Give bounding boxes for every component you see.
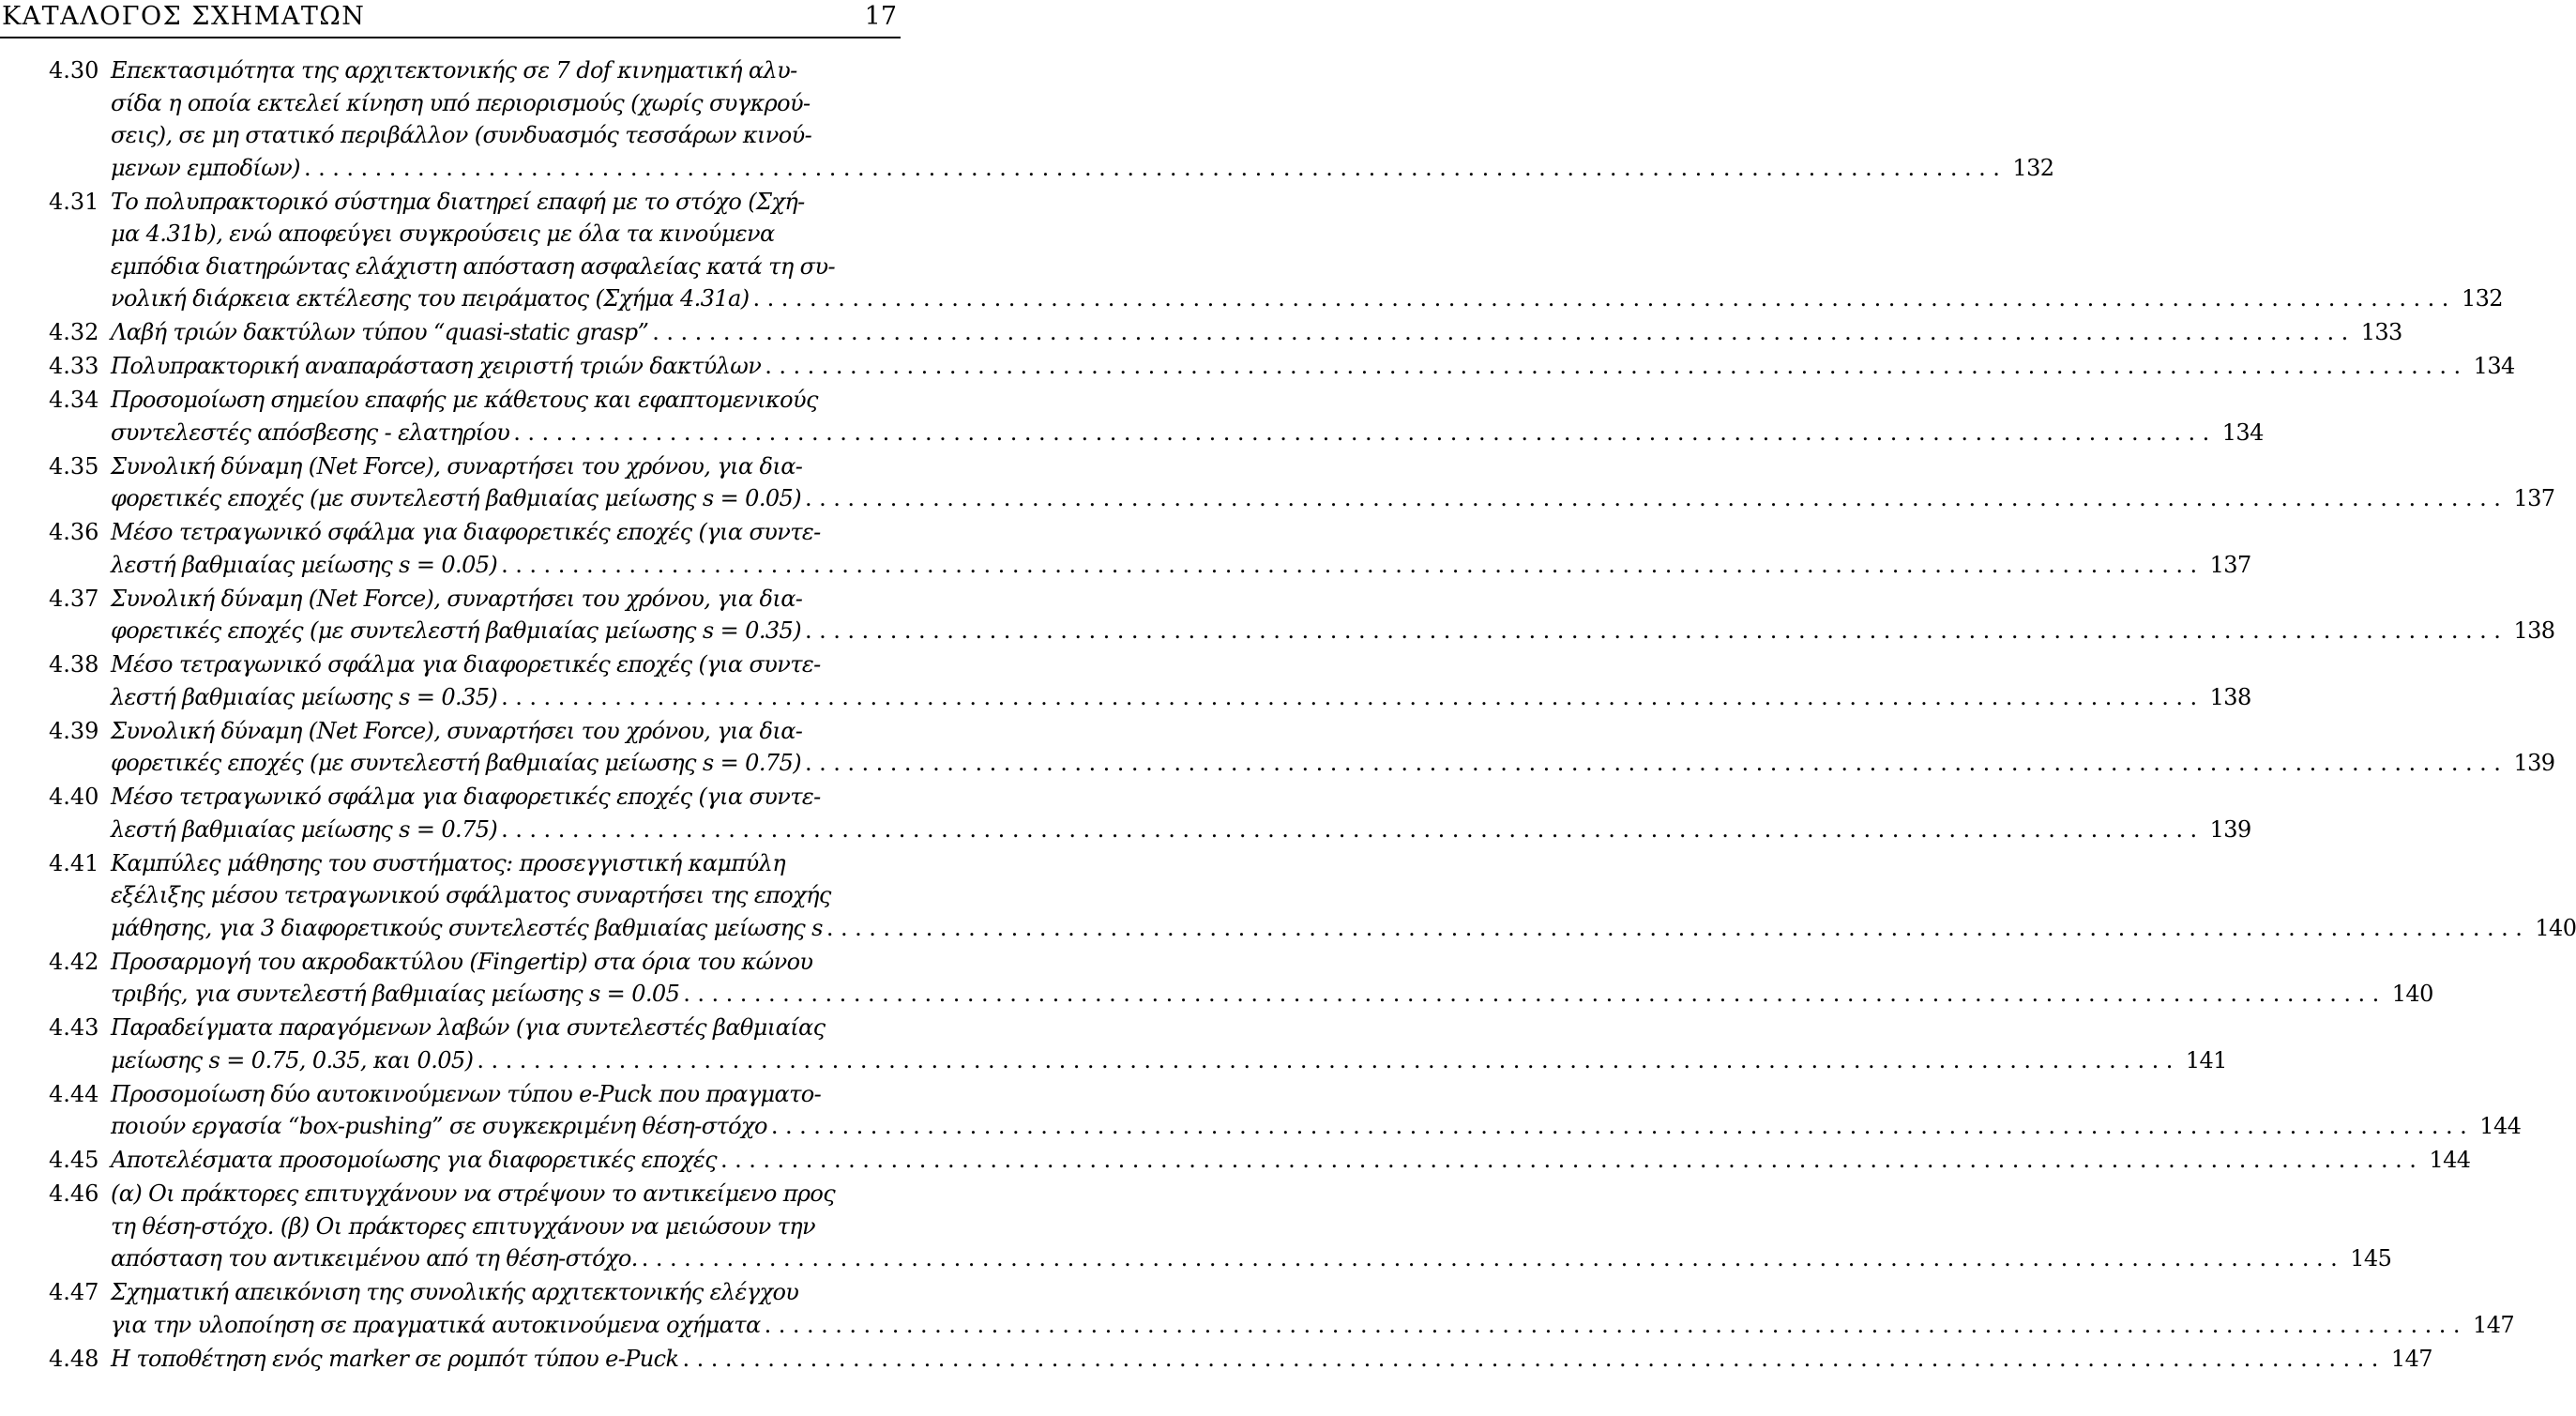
figure-entry[interactable] [0, 516, 2251, 581]
figure-caption [111, 350, 2515, 383]
page-number: 17 [864, 2, 897, 31]
dot-leader: ........................................................................................................................ [501, 815, 2205, 843]
dot-leader: ........................................................................................................................ [303, 154, 2008, 181]
caption-text: φορετικές εποχές (με συντελεστή βαθμιαίας μείωσης s = 0.05) [111, 485, 801, 511]
entry-page-number[interactable]: 147 [2390, 1345, 2432, 1372]
figure-number: 4.41 [49, 849, 99, 876]
caption-line [111, 152, 2054, 185]
caption-text: Πολυπρακτορική αναπαράσταση χειριστή τριών δακτύλων [111, 353, 762, 379]
dot-leader: ........................................................................................................................ [513, 419, 2217, 446]
figure-caption [111, 450, 2555, 515]
figure-caption [111, 648, 2251, 713]
section-title: ΚΑΤΑΛΟΓΟΣ ΣΧΗΜΑΤΩΝ [2, 2, 366, 31]
caption-line: Μέσο τετραγωνικό σφάλμα για διαφορετικές εποχές (για συντε- [111, 784, 821, 810]
figure-number: 4.44 [49, 1080, 99, 1107]
figure-caption [111, 1343, 2432, 1376]
caption-line [111, 350, 2515, 383]
figure-caption [111, 54, 2054, 184]
caption-line [111, 417, 2264, 449]
dot-leader: ........................................................................................................................ [501, 551, 2205, 578]
figure-caption [111, 715, 2555, 780]
figure-number: 4.36 [49, 519, 99, 545]
dot-leader: ........................................................................................................................ [804, 750, 2508, 776]
caption-line: Συνολική δύναμη (Net Force), συναρτήσει του χρόνου, για δια- [111, 585, 803, 612]
caption-line: εξέλιξης μέσου τετραγωνικού σφάλματος συναρτήσει της εποχής [111, 882, 831, 908]
caption-text: νολική διάρκεια εκτέλεσης του πειράματος (Σχήμα 4.31a) [111, 285, 750, 312]
figure-number: 4.48 [49, 1345, 99, 1372]
dot-leader: ........................................................................................................................ [770, 1113, 2475, 1139]
caption-text: φορετικές εποχές (με συντελεστή βαθμιαίας μείωσης s = 0.35) [111, 617, 801, 644]
dot-leader: ........................................................................................................................ [682, 1345, 2386, 1372]
figure-entry[interactable] [0, 350, 2515, 383]
figure-number: 4.37 [49, 585, 99, 612]
figure-caption [111, 946, 2433, 1011]
entry-page-number[interactable]: 138 [2209, 683, 2251, 710]
caption-text: ποιούν εργασία “box-pushing” σε συγκεκριμένη θέση-στόχο [111, 1113, 767, 1139]
caption-line: μα 4.31b), ενώ αποφεύγει συγκρούσεις με όλα τα κινούμενα [111, 221, 775, 247]
figure-caption [111, 384, 2264, 449]
figure-entry[interactable] [0, 1144, 2471, 1177]
caption-line: Προσομοίωση δύο αυτοκινούμενων τύπου e-Puck που πραγματο- [111, 1080, 822, 1107]
figure-entry[interactable] [0, 648, 2251, 713]
figure-number: 4.45 [49, 1147, 99, 1173]
caption-line: Επεκτασιμότητα της αρχιτεκτονικής σε 7 dof κινηματική αλυ- [111, 57, 797, 84]
figure-number: 4.47 [49, 1279, 99, 1305]
caption-text: φορετικές εποχές (με συντελεστή βαθμιαίας μείωσης s = 0.75) [111, 750, 801, 776]
entry-page-number[interactable]: 134 [2221, 419, 2264, 446]
caption-line [111, 316, 2402, 349]
figure-caption [111, 847, 2576, 945]
figure-number: 4.35 [49, 452, 99, 480]
entry-page-number[interactable]: 139 [2209, 815, 2251, 843]
figure-number: 4.42 [49, 948, 99, 975]
caption-line: (α) Οι πράκτορες επιτυγχάνουν να στρέψουν το αντικείμενο προς [111, 1180, 836, 1207]
caption-text: τριβής, για συντελεστή βαθμιαίας μείωσης s = 0.05 [111, 981, 680, 1007]
dot-leader: ........................................................................................................................ [752, 285, 2456, 312]
figure-entry[interactable] [0, 1343, 2432, 1376]
entry-page-number[interactable]: 145 [2350, 1245, 2392, 1271]
caption-line: σίδα η οποία εκτελεί κίνηση υπό περιορισμούς (χωρίς συγκρού- [111, 89, 811, 116]
figure-entry[interactable] [0, 186, 2503, 315]
caption-line [111, 1110, 2522, 1143]
figure-entry[interactable] [0, 54, 2054, 184]
figure-caption [111, 1078, 2522, 1143]
caption-line [111, 747, 2555, 780]
entry-page-number[interactable]: 138 [2513, 617, 2555, 644]
entry-page-number[interactable]: 144 [2479, 1113, 2522, 1139]
entry-page-number[interactable]: 141 [2185, 1046, 2227, 1073]
figure-entry[interactable] [0, 1276, 2515, 1341]
entry-page-number[interactable]: 139 [2513, 750, 2555, 776]
caption-text: λεστή βαθμιαίας μείωσης s = 0.35) [111, 683, 498, 710]
caption-line: Καμπύλες μάθησης του συστήματος: προσεγγιστική καμπύλη [111, 849, 785, 876]
figure-number: 4.31 [49, 188, 99, 215]
caption-text: μάθησης, για 3 διαφορετικούς συντελεστές βαθμιαίας μείωσης s [111, 914, 823, 941]
figure-entry[interactable] [0, 1012, 2227, 1076]
caption-text: Αποτελέσματα προσομοίωσης για διαφορετικές εποχές [111, 1147, 717, 1173]
figure-caption [111, 1144, 2471, 1177]
caption-line: εμπόδια διατηρώντας ελάχιστη απόσταση ασφαλείας κατά τη συ- [111, 252, 835, 280]
dot-leader: ........................................................................................................................ [477, 1046, 2180, 1073]
dot-leader: ........................................................................................................................ [683, 981, 2387, 1007]
caption-line [111, 1343, 2432, 1376]
figure-entry[interactable] [0, 847, 2576, 945]
figure-entry[interactable] [0, 1178, 2392, 1275]
caption-line: Το πολυπρακτορικό σύστημα διατηρεί επαφή με το στόχο (Σχή- [111, 188, 805, 215]
figure-caption [111, 583, 2555, 647]
dot-leader: ........................................................................................................................ [804, 617, 2508, 644]
caption-line: Συνολική δύναμη (Net Force), συναρτήσει του χρόνου, για δια- [111, 717, 803, 744]
figure-caption [111, 316, 2402, 349]
figure-number: 4.34 [49, 387, 99, 413]
caption-text: μείωσης s = 0.75, 0.35, και 0.05) [111, 1046, 474, 1073]
caption-line [111, 549, 2251, 582]
figure-entry[interactable] [0, 715, 2555, 780]
figure-caption [111, 186, 2503, 315]
caption-line [111, 1309, 2515, 1342]
caption-line: Μέσο τετραγωνικό σφάλμα για διαφορετικές εποχές (για συντε- [111, 651, 821, 678]
caption-line: Προσομοίωση σημείου επαφής με κάθετους και εφαπτομενικούς [111, 387, 818, 413]
caption-line: Σχηματική απεικόνιση της συνολικής αρχιτεκτονικής ελέγχου [111, 1279, 799, 1305]
entry-page-number[interactable]: 137 [2209, 551, 2251, 578]
figure-number: 4.46 [49, 1180, 99, 1207]
caption-text: λεστή βαθμιαίας μείωσης s = 0.75) [111, 815, 498, 843]
dot-leader: ........................................................................................................................ [641, 1245, 2345, 1271]
entry-page-number[interactable]: 147 [2473, 1311, 2515, 1338]
caption-line [111, 482, 2555, 515]
entry-page-number[interactable]: 132 [2012, 154, 2054, 181]
dot-leader: ........................................................................................................................ [764, 1311, 2468, 1338]
figure-number: 4.43 [49, 1014, 99, 1041]
caption-line: Μέσο τετραγωνικό σφάλμα για διαφορετικές εποχές (για συντε- [111, 519, 821, 545]
header-rule [0, 37, 901, 38]
figure-entry[interactable] [0, 384, 2264, 449]
caption-text: απόσταση του αντικειμένου από τη θέση-στόχο. [111, 1245, 638, 1271]
entry-page-number[interactable]: 140 [2535, 914, 2576, 941]
caption-line: Συνολική δύναμη (Net Force), συναρτήσει του χρόνου, για δια- [111, 452, 803, 480]
figure-number: 4.38 [49, 651, 99, 678]
figure-number: 4.40 [49, 784, 99, 810]
caption-text: μενων εμποδίων) [111, 154, 300, 181]
caption-line: Παραδείγματα παραγόμενων λαβών (για συντελεστές βαθμιαίας [111, 1014, 826, 1041]
caption-line: Προσαρμογή του ακροδακτύλου (Fingertip) στα όρια του κώνου [111, 948, 813, 975]
caption-line [111, 978, 2433, 1011]
caption-line [111, 912, 2576, 945]
dot-leader: ........................................................................................................................ [826, 914, 2530, 941]
figure-entry[interactable] [0, 450, 2555, 515]
figure-number: 4.32 [49, 319, 99, 345]
caption-line [111, 1144, 2471, 1177]
caption-line [111, 814, 2251, 846]
figure-caption [111, 781, 2251, 845]
caption-line [111, 1044, 2227, 1077]
caption-line: τη θέση-στόχο. (β) Οι πράκτορες επιτυγχάνουν να μειώσουν την [111, 1212, 816, 1240]
caption-text: συντελεστές απόσβεσης - ελατηρίου [111, 419, 510, 446]
entry-page-number[interactable]: 137 [2513, 485, 2555, 511]
caption-text: Λαβή τριών δακτύλων τύπου “quasi-static grasp” [111, 319, 649, 345]
entry-page-number[interactable]: 133 [2360, 319, 2402, 345]
caption-line: σεις), σε μη στατικό περιβάλλον (συνδυασμός τεσσάρων κινού- [111, 122, 812, 148]
figure-number: 4.33 [49, 353, 99, 379]
entry-page-number[interactable]: 134 [2473, 353, 2515, 379]
figure-entry[interactable] [0, 583, 2555, 647]
entry-page-number[interactable]: 144 [2429, 1147, 2471, 1173]
caption-line [111, 1242, 2392, 1275]
dot-leader: ........................................................................................................................ [501, 683, 2205, 710]
entry-page-number[interactable]: 132 [2461, 285, 2503, 312]
figure-number: 4.30 [49, 57, 99, 84]
page-header [0, 0, 901, 34]
figure-number: 4.39 [49, 717, 99, 744]
figure-entry[interactable] [0, 946, 2433, 1011]
dot-leader: ........................................................................................................................ [765, 353, 2468, 379]
entry-page-number[interactable]: 140 [2391, 981, 2433, 1007]
figure-caption [111, 516, 2251, 581]
figure-entry[interactable] [0, 1078, 2522, 1143]
caption-text: Η τοποθέτηση ενός marker σε ρομπότ τύπου e-Puck [111, 1345, 679, 1372]
figure-caption [111, 1276, 2515, 1341]
dot-leader: ........................................................................................................................ [720, 1147, 2424, 1173]
caption-line [111, 615, 2555, 647]
caption-text: λεστή βαθμιαίας μείωσης s = 0.05) [111, 551, 498, 578]
figure-entry[interactable] [0, 316, 2402, 349]
figure-entry[interactable] [0, 781, 2251, 845]
figure-caption [111, 1178, 2392, 1275]
dot-leader: ........................................................................................................................ [652, 319, 2356, 345]
caption-line [111, 282, 2503, 315]
dot-leader: ........................................................................................................................ [804, 485, 2508, 511]
figure-caption [111, 1012, 2227, 1076]
caption-text: για την υλοποίηση σε πραγματικά αυτοκινούμενα οχήματα [111, 1311, 761, 1338]
caption-line [111, 681, 2251, 714]
